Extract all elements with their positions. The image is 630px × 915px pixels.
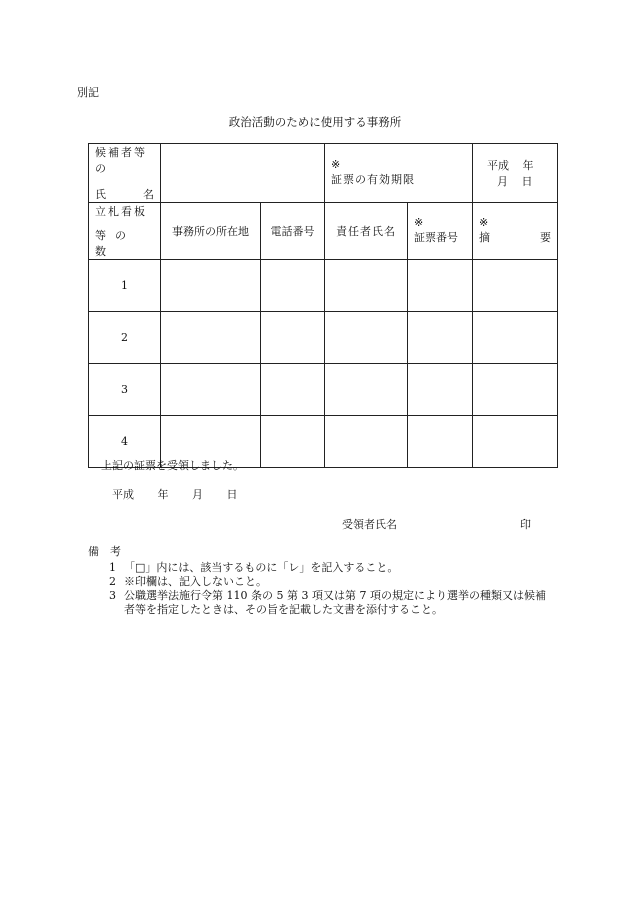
office-address-cell[interactable] [161,312,261,364]
remarks-cell[interactable] [473,260,558,312]
validity-label-cell [325,144,473,203]
notes-section [88,545,548,617]
receiver-name-label: 受領者氏名 [342,518,397,531]
table-row [89,260,558,312]
row-number: 3 [89,364,161,416]
page-title: 政治活動のために使用する事務所 [228,115,402,129]
phone-cell[interactable] [261,260,325,312]
candidate-label-line2: 氏 名 [95,188,154,201]
cert-number-cell[interactable] [408,260,473,312]
phone-cell[interactable] [261,364,325,416]
table-row [89,364,558,416]
manager-cell[interactable] [325,416,408,468]
cert-number-cell[interactable] [408,364,473,416]
office-address-header: 事務所の所在地 [161,203,261,260]
cert-number-cell[interactable] [408,416,473,468]
row-number: 2 [89,312,161,364]
phone-cell[interactable] [261,312,325,364]
remarks-cell[interactable] [473,364,558,416]
table-row [89,312,558,364]
candidate-name-field[interactable] [161,144,325,203]
receipt-statement: 上記の証票を受領しました。 [101,459,244,472]
note-item: 3 公職選挙法施行令第 110 条の 5 第 3 項又は第 7 項の規定により選挙の種類又は候補者等を指定したときは、その旨を記載した文書を添付すること。 [109,589,546,616]
notes-heading: 備 考 [88,545,121,558]
manager-cell[interactable] [325,312,408,364]
receipt-date: 平成 年 月 日 [112,488,238,501]
remarks-cell[interactable] [473,416,558,468]
office-address-cell[interactable] [161,364,261,416]
office-form-table [88,143,558,468]
row-number: 4 [89,416,161,468]
candidate-name-label-cell [89,144,161,203]
candidate-row [89,144,558,203]
office-address-cell[interactable] [161,260,261,312]
manager-cell[interactable] [325,364,408,416]
manager-cell[interactable] [325,260,408,312]
candidate-label-line1: 候補者等の [95,146,147,175]
note-item: 2 ※印欄は、記入しないこと。 [109,575,267,588]
validity-date-cell[interactable]: 平成 年 月 日 [473,144,558,203]
phone-header: 電話番号 [261,203,325,260]
manager-header: 責任者氏名 [325,203,408,260]
cert-number-header: ※ 証票番号 [408,203,473,260]
validity-mark: ※ [331,158,341,171]
column-header-row [89,203,558,260]
phone-cell[interactable] [261,416,325,468]
remarks-cell[interactable] [473,312,558,364]
cert-number-cell[interactable] [408,312,473,364]
row-number: 1 [89,260,161,312]
note-item: 1 「□」内には、該当するものに「レ」を記入すること。 [109,561,399,574]
validity-label: 証票の有効期限 [331,173,415,186]
annex-label: 別記 [77,86,99,99]
signboard-count-header: 立札看板 等の数 [89,203,161,260]
remarks-header: ※ 摘 要 [473,203,558,260]
seal-mark: 印 [520,518,531,531]
